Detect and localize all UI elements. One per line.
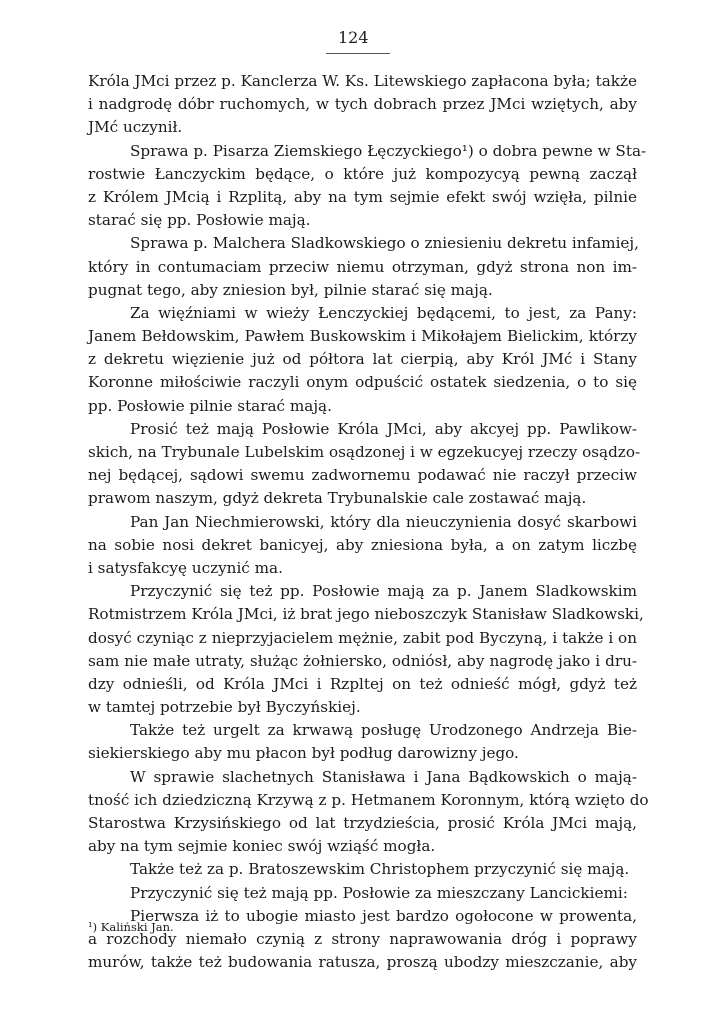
page-number: 124 (338, 28, 369, 47)
text-line: Pan Jan Niechmierowski, który dla nieuczynienia dosyć skarbowi (130, 512, 637, 531)
text-line: JMć uczynił. (88, 118, 183, 137)
text-line: skich, na Trybunale Lubelskim osądzonej i w egzekucyej rzeczy osądzo- (88, 443, 641, 461)
text-line: Rotmistrzem Króla JMci, iż brat jego nieboszczyk Stanisław Sladkowski, (88, 605, 644, 624)
text-line: Także też urgelt za krwawą posługę Urodzonego Andrzeja Bie- (130, 721, 637, 740)
text-line: W sprawie slachetnych Stanisława i Jana Bądkowskich o mają- (130, 767, 637, 786)
text-line: aby na tym sejmie koniec swój wziąść mogła. (88, 837, 436, 856)
text-line: murów, także też budowania ratusza, proszą ubodzy mieszczanie, aby (88, 953, 637, 972)
text-line: Sprawa p. Malchera Sladkowskiego o zniesieniu dekretu infamiej, (130, 234, 639, 253)
text-line: nej będącej, sądowi swemu zadwornemu podawać nie raczył przeciw (88, 466, 637, 485)
text-line: i nadgrodę dóbr ruchomych, w tych dobrach przez JMci wziętych, aby (88, 95, 637, 114)
body-text (88, 70, 649, 974)
text-line: z dekretu więzienie już od półtora lat cierpią, aby Król JMć i Stany (88, 350, 637, 369)
text-line: siekierskiego aby mu płacon był podług darowizny jego. (88, 744, 519, 763)
text-line: starać się pp. Posłowie mają. (88, 211, 311, 230)
text-line: Pierwsza iż to ubogie miasto jest bardzo ogołocone w prowenta, (130, 906, 637, 925)
text-line: prawom naszym, gdyż dekreta Trybunalskie cale zostawać mają. (88, 489, 587, 508)
page-number-rule (326, 53, 390, 54)
text-line: Koronne miłościwie raczyli onym odpuścić ostatek siedzenia, o to się (88, 373, 637, 392)
text-line: tność ich dziedziczną Krzywą z p. Hetmanem Koronnym, którą wzięto do (88, 790, 649, 809)
text-line: rostwie Łanczyckim będące, o które już kompozycyą pewną zaczął (88, 164, 637, 183)
text-line: Prosić też mają Posłowie Króla JMci, aby akcyej pp. Pawlikow- (130, 419, 637, 438)
text-line: na sobie nosi dekret banicyej, aby zniesiona była, a on zatym liczbę (88, 535, 637, 554)
text-line: Przyczynić się też mają pp. Posłowie za mieszczany Lancickiemi: (130, 883, 628, 902)
footnote: ¹) Kaliński Jan. (88, 920, 174, 934)
text-line: dzy odnieśli, od Króla JMci i Rzpltej on też odnieść mógł, gdyż też (88, 674, 637, 693)
text-line: Za więźniami w wieży Łenczyckiej będącemi, to jest, za Pany: (130, 303, 637, 322)
text-line: który in contumaciam przeciw niemu otrzyman, gdyż strona non im- (88, 257, 637, 276)
text-line: Starostwa Krzysińskiego od lat trzydzieścia, prosić Króla JMci mają, (88, 814, 637, 832)
text-line: Także też za p. Bratoszewskim Christophem przyczynić się mają. (130, 860, 630, 879)
text-line: Przyczynić się też pp. Posłowie mają za p. Janem Sladkowskim (130, 582, 637, 601)
text-line: sam nie małe utraty, służąc żołniersko, odniósł, aby nagrodę jako i dru- (88, 651, 637, 670)
text-line: dosyć czyniąc z nieprzyjacielem mężnie, zabit pod Byczyną, i także i on (88, 628, 637, 647)
text-line: Króla JMci przez p. Kanclerza W. Ks. Litewskiego zapłacona była; także (88, 72, 637, 90)
text-line: i satysfakcyę uczynić ma. (88, 558, 283, 577)
text-line: w tamtej potrzebie był Byczyńskiej. (88, 698, 361, 717)
text-line: z Królem JMcią i Rzplitą, aby na tym sejmie efekt swój wzięła, pilnie (88, 187, 637, 206)
text-line: Janem Bełdowskim, Pawłem Buskowskim i Mikołajem Bielickim, którzy (88, 327, 637, 346)
text-line: Sprawa p. Pisarza Ziemskiego Łęczyckiego¹) o dobra pewne w Sta- (130, 141, 647, 160)
text-line: pp. Posłowie pilnie starać mają. (88, 396, 332, 415)
text-line: pugnat tego, aby zniesion był, pilnie starać się mają. (88, 280, 493, 299)
text-line: a rozchody niemało czynią z strony naprawowania dróg i poprawy (88, 929, 637, 948)
